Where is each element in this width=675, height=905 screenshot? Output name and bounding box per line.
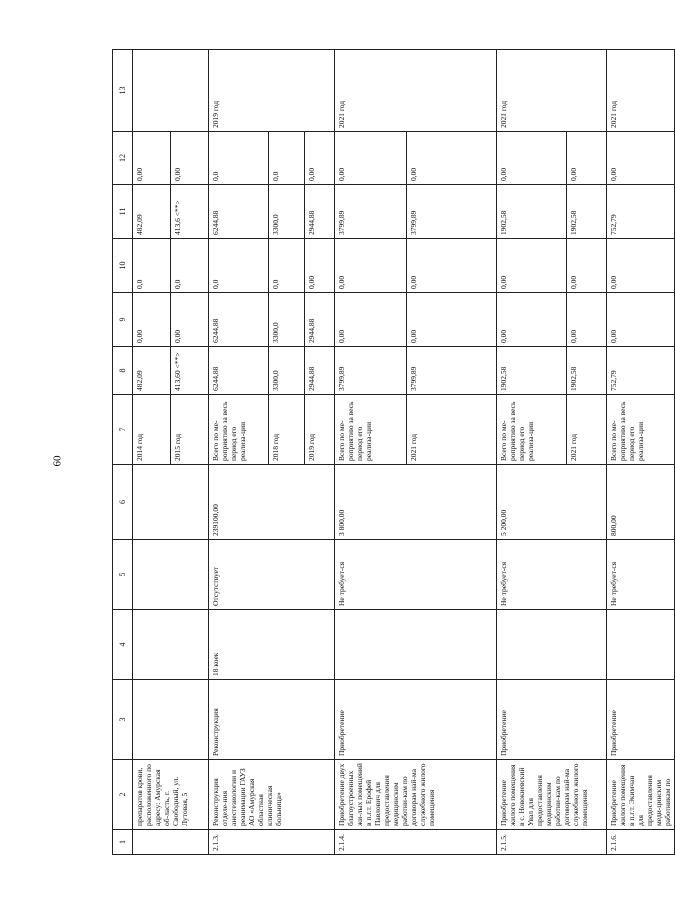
value-cell: 0,0 (209, 239, 269, 293)
value-cell: 1902,58 (567, 185, 607, 239)
value-cell: 3300,0 (269, 185, 305, 239)
value-cell: 3300,0 (269, 293, 305, 347)
cost-cell: 3 800,00 (335, 465, 497, 540)
page-number: 60 (51, 455, 64, 467)
value-cell: 413,6 <**> (171, 185, 209, 239)
value-cell: 2944,88 (305, 185, 335, 239)
value-cell: 2944,88 (305, 347, 335, 395)
item-number-cell: 2.1.5. (497, 830, 607, 855)
table-row (607, 50, 675, 855)
header-cell: 3 (113, 680, 133, 760)
header-cell: 7 (113, 395, 133, 465)
value-cell: 3799,89 (407, 347, 497, 395)
value-cell: 0,00 (607, 132, 675, 185)
period-cell: 2021 год (407, 395, 497, 465)
header-cell: 11 (113, 185, 133, 239)
completion-year-cell: 2021 год (607, 50, 675, 132)
value-cell: 0,00 (335, 293, 407, 347)
value-cell: 3799,89 (335, 185, 407, 239)
item-number-cell: 2.1.6. (607, 830, 675, 855)
value-cell: 0,0 (269, 132, 305, 185)
table-row (335, 50, 407, 855)
value-cell: 0,0 (171, 239, 209, 293)
table-container (112, 50, 672, 855)
cost-cell: 5 200,00 (497, 465, 607, 540)
period-cell: 2018 год (269, 395, 305, 465)
capacity-cell (133, 610, 209, 680)
value-cell: 0,0 (269, 239, 305, 293)
cost-cell: 239100,00 (209, 465, 335, 540)
value-cell: 6244,88 (209, 185, 269, 239)
work-type-cell: Приобретение (335, 680, 497, 760)
value-cell: 0,00 (607, 293, 675, 347)
period-cell: Всего по ме-роприятию за весь период его реализа-ции (497, 395, 567, 465)
value-cell: 0,00 (497, 132, 567, 185)
period-cell: 2014 год (133, 395, 171, 465)
item-name-cell: препаратов крови, расположенного по адресу: Амурская об-ласть, г. Свободный, ул. Лутовая, 5 (133, 760, 209, 830)
header-cell: 12 (113, 132, 133, 185)
period-cell: 2019 год (305, 395, 335, 465)
value-cell: 0,0 (133, 239, 171, 293)
header-cell: 2 (113, 760, 133, 830)
cost-cell: 800,00 (607, 465, 675, 540)
period-cell: 2015 год (171, 395, 209, 465)
data-table (112, 49, 675, 855)
value-cell: 1902,58 (497, 347, 567, 395)
table-row (133, 50, 171, 855)
header-cell: 8 (113, 347, 133, 395)
value-cell: 752,79 (607, 347, 675, 395)
completion-year-cell: 2019 год (209, 50, 335, 132)
value-cell: 413,60 <**> (171, 347, 209, 395)
value-cell: 0,00 (497, 239, 567, 293)
value-cell: 482,09 (133, 185, 171, 239)
value-cell: 482,09 (133, 347, 171, 395)
estimate-cell: Не требует-ся (335, 540, 497, 610)
period-cell: 2021 год (567, 395, 607, 465)
header-cell: 10 (113, 239, 133, 293)
capacity-cell (335, 610, 497, 680)
value-cell: 3799,89 (407, 185, 497, 239)
completion-year-cell: 2021 год (497, 50, 607, 132)
value-cell: 0,00 (567, 239, 607, 293)
header-cell: 4 (113, 610, 133, 680)
value-cell: 0,00 (407, 239, 497, 293)
value-cell: 3300,0 (269, 347, 305, 395)
capacity-cell: 18 коек (209, 610, 335, 680)
value-cell: 0,00 (497, 293, 567, 347)
estimate-cell (133, 540, 209, 610)
estimate-cell: Не требует-ся (607, 540, 675, 610)
value-cell: 0,00 (335, 132, 407, 185)
value-cell: 0,00 (171, 293, 209, 347)
period-cell: Всего по ме-роприятию за весь период его реализа-ции (607, 395, 675, 465)
value-cell: 0,0 (209, 132, 269, 185)
capacity-cell (497, 610, 607, 680)
item-name-cell: Приобретение двух благоустроенных жи-лых помещений в п.г.т. Ерофей Павлович для предоставления медицинским работни-кам по договорам най-ма служебного жилого помещения (335, 760, 497, 830)
header-cell: 6 (113, 465, 133, 540)
value-cell: 0,00 (305, 132, 335, 185)
capacity-cell (607, 610, 675, 680)
item-name-cell: Приобретение жилого помещения в с. Новокиевский Увал для предоставления медицинским работни-кам по договорам най-ма служебного жилого помещения (497, 760, 607, 830)
value-cell: 2944,88 (305, 293, 335, 347)
work-type-cell: Реконструкция (209, 680, 335, 760)
value-cell: 0,00 (407, 293, 497, 347)
work-type-cell: Приобретение (607, 680, 675, 760)
value-cell: 0,00 (171, 132, 209, 185)
item-name-cell: Реконструкция отделе-ния анестезиологии и реанимации ГАУЗ АО «Амурская областная клиническая больница» (209, 760, 335, 830)
value-cell: 0,00 (335, 239, 407, 293)
header-cell: 5 (113, 540, 133, 610)
value-cell: 0,00 (567, 293, 607, 347)
cost-cell (133, 465, 209, 540)
value-cell: 0,00 (305, 239, 335, 293)
table-row (497, 50, 567, 855)
value-cell: 752,79 (607, 185, 675, 239)
value-cell: 1902,58 (567, 347, 607, 395)
item-number-cell: 2.1.3. (209, 830, 335, 855)
item-number-cell (133, 830, 209, 855)
completion-year-cell: 2021 год (335, 50, 497, 132)
header-cell: 13 (113, 50, 133, 132)
completion-year-cell (133, 50, 209, 132)
value-cell: 0,00 (607, 239, 675, 293)
header-row (113, 50, 133, 855)
value-cell: 0,00 (407, 132, 497, 185)
estimate-cell: Не требует-ся (497, 540, 607, 610)
value-cell: 0,00 (133, 293, 171, 347)
value-cell: 6244,88 (209, 347, 269, 395)
item-name-cell: Приобретение жилого помещения в п.г.т. Экимчан для предоставления меди-цинским работникам по (607, 760, 675, 830)
period-cell: Всего по ме-роприятию за весь период его реализа-ции (335, 395, 407, 465)
value-cell: 0,00 (567, 132, 607, 185)
item-number-cell: 2.1.4. (335, 830, 497, 855)
period-cell: Всего по ме-роприятию за весь период его реализа-ции (209, 395, 269, 465)
estimate-cell: Отсутствует (209, 540, 335, 610)
value-cell: 1902,58 (497, 185, 567, 239)
work-type-cell: Приобретение (497, 680, 607, 760)
header-cell: 9 (113, 293, 133, 347)
value-cell: 6244,88 (209, 293, 269, 347)
value-cell: 0,00 (133, 132, 171, 185)
table-row (209, 50, 269, 855)
value-cell: 3799,89 (335, 347, 407, 395)
header-cell: 1 (113, 830, 133, 855)
work-type-cell (133, 680, 209, 760)
